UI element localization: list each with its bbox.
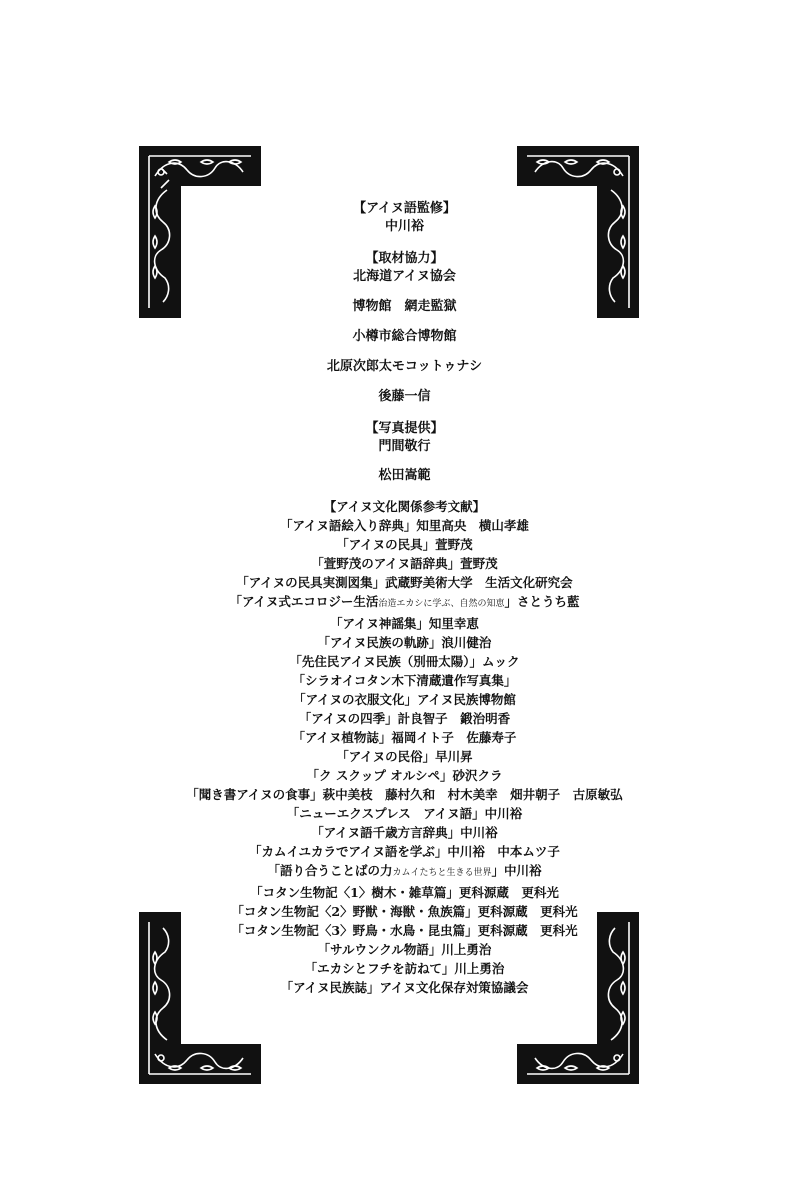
reference-item: 「アイヌ民族誌」アイヌ文化保存対策協議会 — [280, 980, 529, 995]
reference-item: 「アイヌ語千歳方言辞典」中川裕 — [311, 825, 498, 840]
reference-item: 「コタン生物記〈1〉樹木・雑草篇」更科源蔵 更科光 — [250, 885, 559, 900]
photos-name: 松田嵩範 — [378, 468, 431, 483]
photos-heading: 【写真提供】 — [365, 421, 444, 436]
reference-item: 「アイヌ植物誌」福岡イト子 佐藤寿子 — [292, 730, 517, 745]
reference-item: 「聞き書アイヌの食事」萩中美枝 藤村久和 村木美幸 畑井朝子 古原敏弘 — [186, 787, 623, 802]
reference-item: 「コタン生物記〈2〉野獣・海獣・魚族篇」更科源蔵 更科光 — [231, 904, 578, 919]
reference-item: 「アイヌの衣服文化」アイヌ民族博物館 — [293, 692, 516, 707]
cooperation-name: 小樽市総合博物館 — [352, 329, 457, 344]
reference-item: 「ク スクップ オルシペ」砂沢クラ — [306, 768, 503, 783]
cooperation-name: 後藤一信 — [378, 389, 431, 404]
reference-item: 「先住民アイヌ民族（別冊太陽）」ムック — [289, 654, 520, 669]
supervision-name: 中川裕 — [384, 219, 424, 234]
reference-kataru-end: 」中川裕 — [491, 863, 542, 878]
reference-item: 「サルウンクル物語」川上勇治 — [317, 942, 492, 957]
supervision-heading: 【アイヌ語監修】 — [353, 201, 456, 216]
reference-item: 「アイヌの民具実測図集」武蔵野美術大学 生活文化研究会 — [236, 575, 573, 590]
reference-item: 「エカシとフチを訪ねて」川上勇治 — [304, 961, 505, 976]
reference-item: 「アイヌの民具」萱野茂 — [336, 537, 473, 552]
reference-ecology-subtitle: 治造エカシに学ぶ、自然の知恵 — [378, 599, 505, 609]
reference-item: 「アイヌの四季」計良智子 鍛治明香 — [298, 711, 511, 726]
reference-item: 「ニューエクスプレス アイヌ語」中川裕 — [286, 806, 523, 821]
cooperation-name: 北海道アイヌ協会 — [353, 269, 456, 284]
references-heading: 【アイヌ文化関係参考文献】 — [323, 499, 486, 514]
reference-item: 「カムイユカラでアイヌ語を学ぶ」中川裕 中本ムツ子 — [249, 844, 560, 859]
reference-item: 「アイヌ語絵入り辞典」知里高央 横山孝雄 — [280, 518, 529, 533]
reference-kataru-main: 「語り合うことばの力 — [267, 863, 393, 878]
reference-item: 「萱野茂のアイヌ語辞典」萱野茂 — [311, 556, 498, 571]
photos-name: 門間敬行 — [378, 439, 431, 454]
reference-item-ecology — [0, 592, 809, 614]
reference-item: 「アイヌ民族の軌跡」浪川健治 — [317, 635, 492, 650]
credits-block — [0, 200, 809, 997]
reference-item-kataru — [0, 861, 809, 883]
reference-item: 「アイヌの民俗」早川昇 — [336, 749, 473, 764]
cooperation-name: 博物館 網走監獄 — [352, 299, 457, 314]
cooperation-name: 北原次郎太モコットゥナシ — [326, 359, 483, 374]
reference-kataru-subtitle: カムイたちと生きる世界 — [392, 868, 492, 878]
reference-ecology-end: 」さとうち藍 — [504, 594, 580, 609]
reference-item: 「アイヌ神謡集」知里幸恵 — [330, 616, 479, 631]
references-list — [0, 497, 809, 997]
reference-item: 「コタン生物記〈3〉野鳥・水鳥・昆虫篇」更科源蔵 更科光 — [231, 923, 578, 938]
cooperation-heading: 【取材協力】 — [365, 251, 444, 266]
reference-ecology-main: 「アイヌ式エコロジー生活 — [229, 594, 379, 609]
reference-item: 「シラオイコタン木下清蔵遺作写真集」 — [292, 673, 517, 688]
